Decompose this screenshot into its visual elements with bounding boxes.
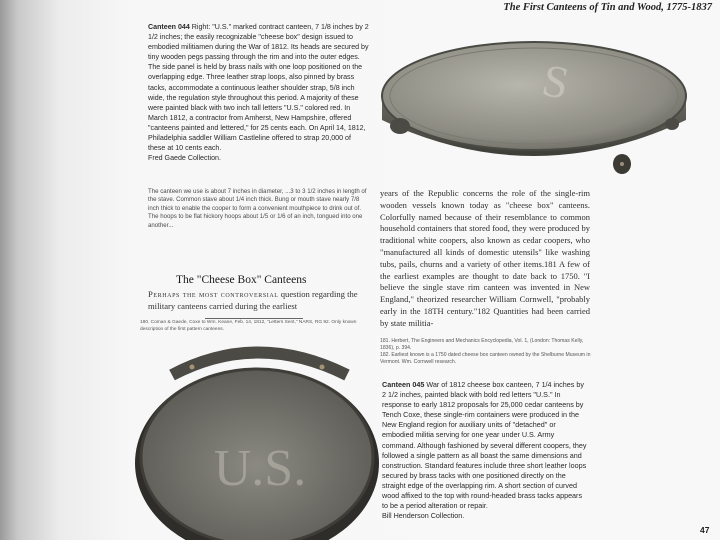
intro-lead: Perhaps the most controversial: [148, 289, 279, 299]
page-number: 47: [700, 525, 710, 535]
caption-stave-description: The canteen we use is about 7 inches in diameter, ...3 to 3 1/2 inches in length of the stave. Common stave about 1/4 inch thick. Bung or mouth stave nearly 7/8 inch thick to enable the cooper to form a convenient mouthpiece to drink out of. The hoops to be flat hickory hoops about 1/5 or 1/6 of an inch, tongued into one another...: [148, 188, 367, 229]
caption-045-label: Canteen 045: [382, 380, 425, 389]
footnote-rule: [205, 318, 303, 319]
caption-044-text: Right: "U.S." marked contract canteen, 7 1/8 inches by 2 1/2 inches; the easily recognizable "cheese box" design issued to embodied militiamen during the War of 1812. Its heads are secured by tiny wooden pegs passing through the rim and into the outer edges. The side panel is held by brass nails with one loop positioned on the overlapping edge. Three leather strap loops, also pinned by brass tacks, accommodate a continuous leather shoulder strap, 5/8 inch wide, the regulation style throughout this period. A majority of these were painted black with two inch tall letters "U.S." colored red. In March 1812, a contractor from Amherst, New Hampshire, offered "canteens painted and lettered," for 25 cents each. On April 14, 1812, Philadelphia saddler William Castleline offered to strap 20,000 of these at 10 cents each.: [148, 23, 369, 153]
canteen-044-photo: [372, 16, 696, 182]
canteen-045-photo: [132, 335, 382, 540]
caption-044-label: Canteen 044: [148, 23, 190, 31]
caption-canteen-044: [148, 22, 370, 163]
running-head: The First Canteens of Tin and Wood, 1775-1837: [503, 2, 712, 13]
intro-rest: question regarding the military canteens carried during the earliest: [148, 289, 358, 311]
caption-045-credit: Bill Henderson Collection.: [382, 511, 465, 521]
footnote-180: 180. Coman & Gaede, Coxe to Wm. Keane, Feb. 14, 1812, "Letters Sent," NARS, RG 92. Only known description of the first pattern canteens.: [140, 320, 357, 332]
intro-paragraph: [148, 289, 372, 312]
caption-044-credit: Fred Gaede Collection.: [148, 154, 221, 163]
body-text: years of the Republic concerns the role of the single-rim wooden vessels known today as "cheese box" canteens. Colorfully named because of their resemblance to common household containers that stored food, they were produced by traditional white coopers, also known as cedar coopers, who "manufactured all kinds of domestic utensils" like washing tubs, pails, churns and a variety of other items.181 A few of the earliest examples are thought to date back to 1750. "I believe the single stave rim canteen was invented in New England," theorized researcher William Cornwell, "probably early in the 18TH century."182 Quantities had been carried by state militia-: [380, 188, 590, 328]
caption-045-text: War of 1812 cheese box canteen, 7 1/4 inches by 2 1/2 inches, painted black with bold red letters "U.S." In response to early 1812 proposals for 25,000 cedar canteens by Tench Coxe, these single-rim containers were produced in the New England region for auxiliary units of "detached" or embodied militia serving for one year under U.S. Army command. Although fashioned by several different coopers, they followed a single pattern as all boast the same dimensions and construction. Standard features include three short leather loops secured by brass tacks with one positioned directly on the straight edge of the overlapping rim. A short section of curved wood affixed to the top with round-headed brass tacks appears to be a period alteration or repair.: [382, 380, 587, 511]
section-title: The "Cheese Box" Canteens: [176, 274, 307, 286]
photo-top-lettering: S: [537, 53, 574, 110]
footnote-182: 182. Earliest known is a 1750 dated cheese box canteen owned by the Shelburne Museum in Vermont. Wm. Cornwell research.: [380, 351, 591, 365]
footnote-181: 181. Herbert, The Engineers and Mechanics Encyclopedia, Vol. 1, (London: Thomas Kelly, 1836), p. 394.: [380, 338, 584, 351]
photo-bottom-lettering: U.S.: [213, 440, 307, 497]
caption-canteen-045: [382, 380, 588, 521]
footnotes-right: [380, 338, 592, 366]
